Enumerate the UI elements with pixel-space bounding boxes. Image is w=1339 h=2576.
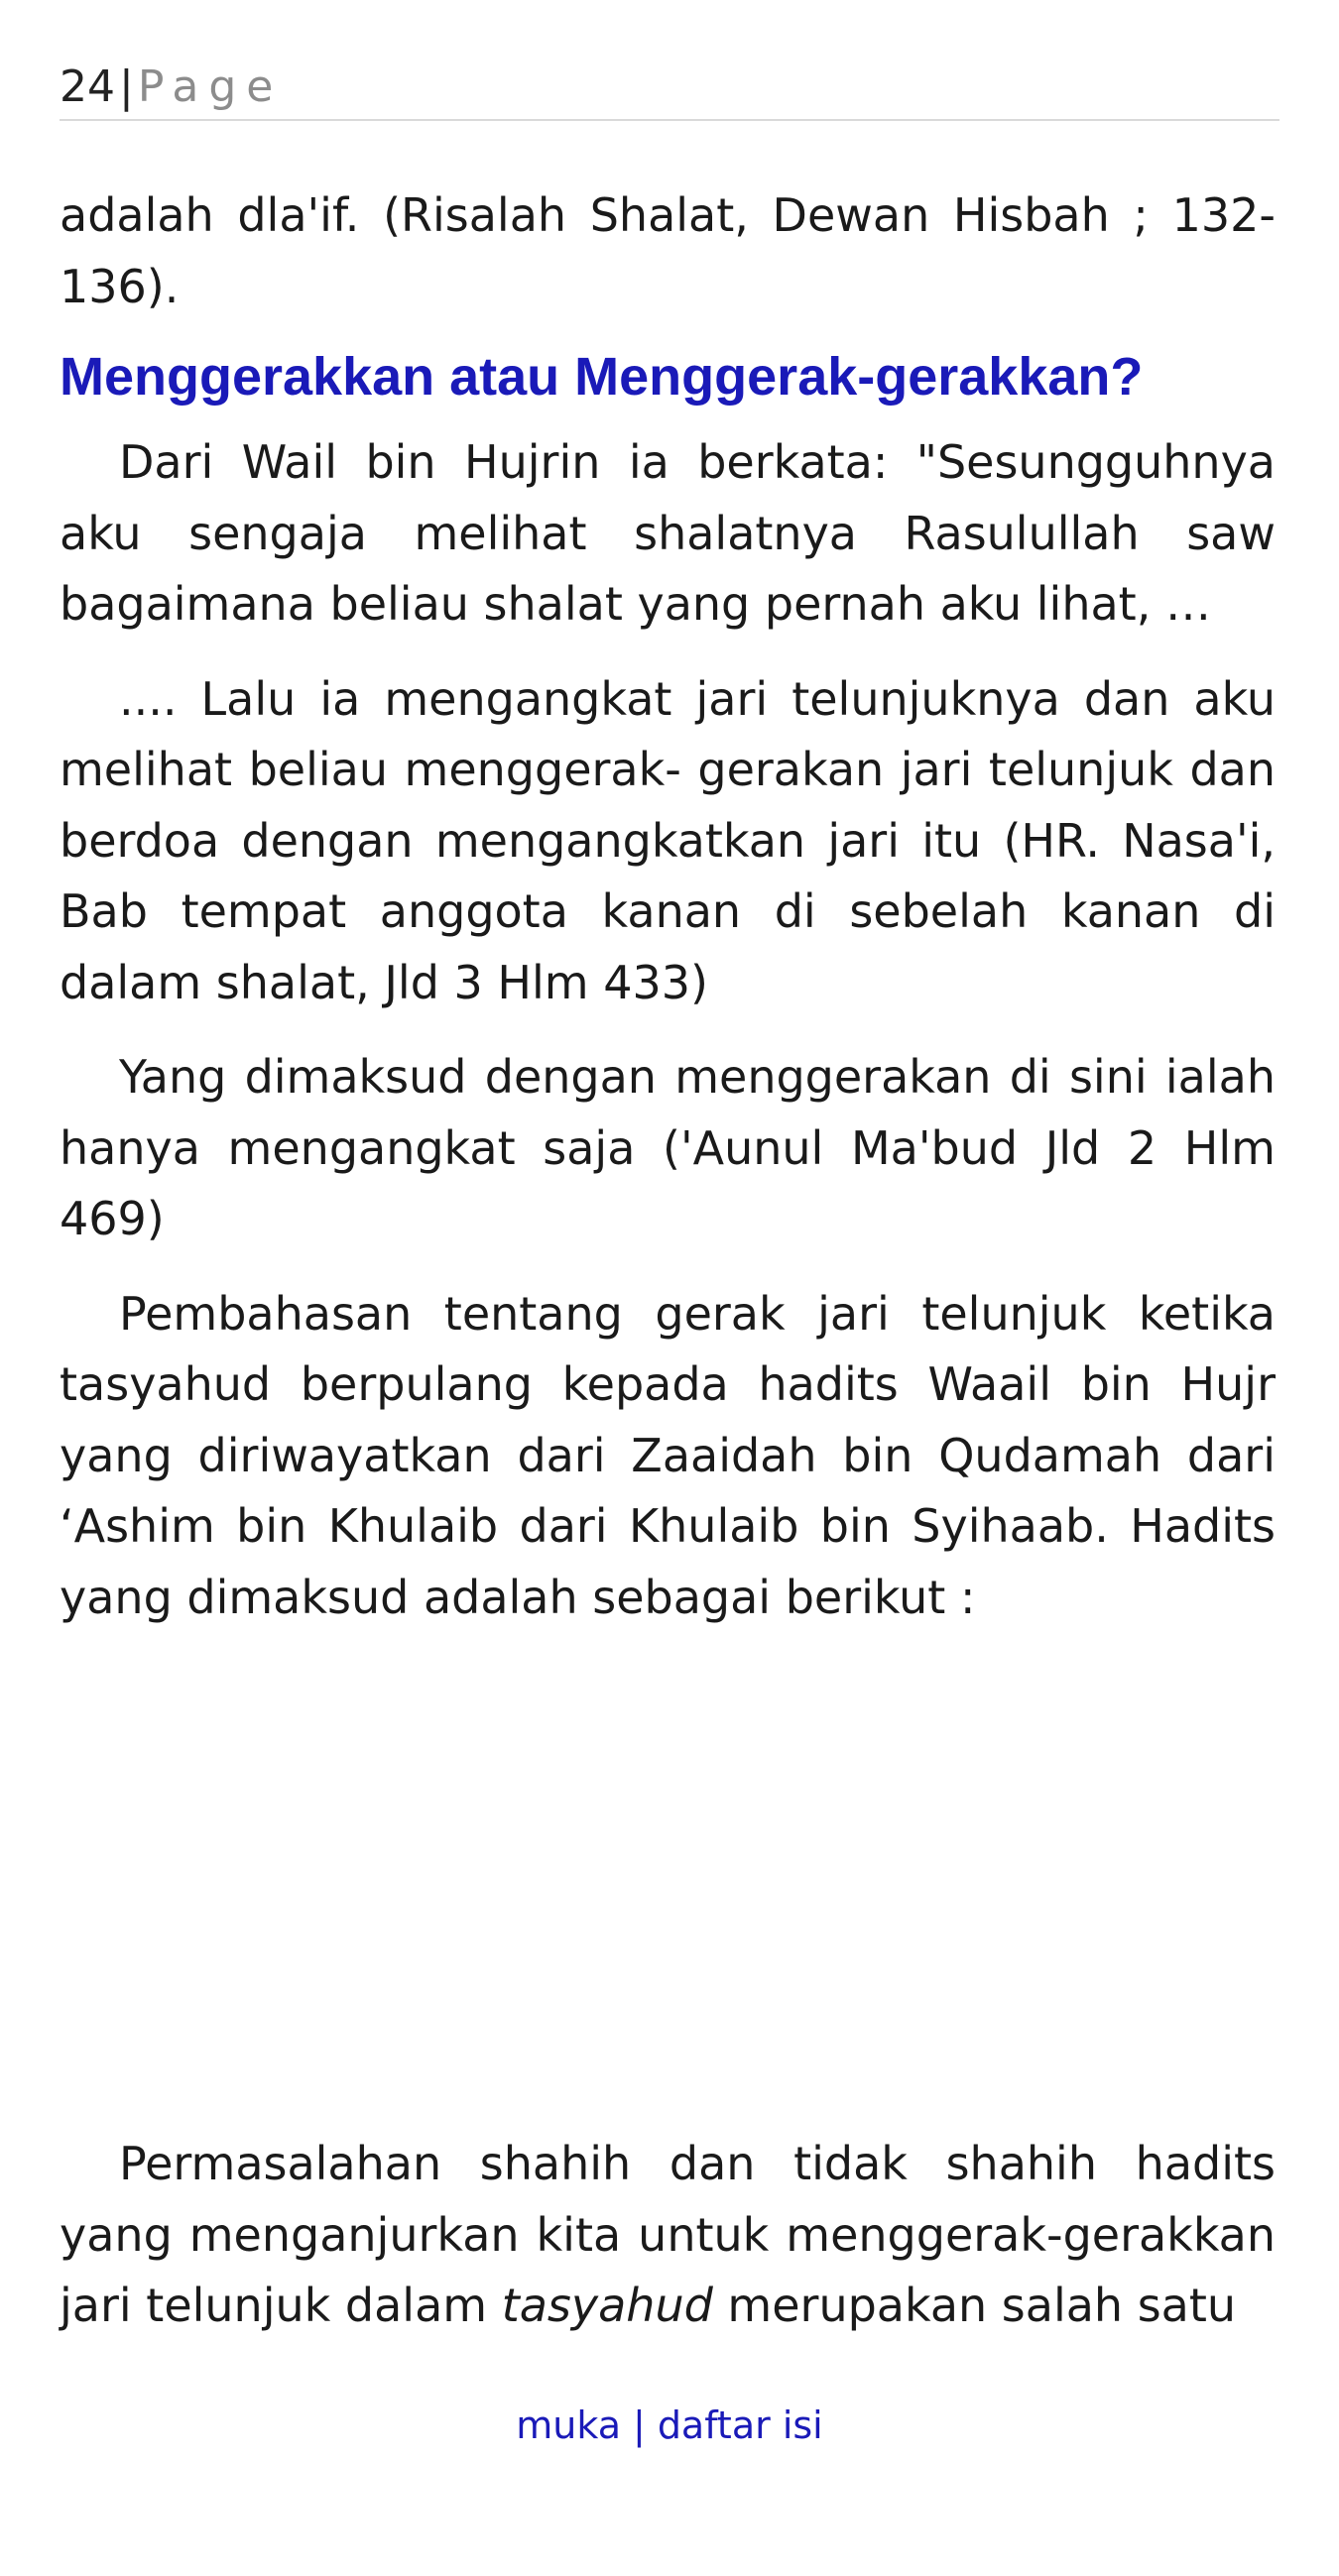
document-body: [60, 180, 1276, 2342]
paragraph-5-text-start: Permasalahan shahih dan tidak shahih hadits yang menganjurkan kita untuk menggerak-gerakkan jari telunjuk dalam: [60, 2137, 1276, 2332]
header-separator: |: [119, 61, 134, 112]
paragraph-3: Yang dimaksud dengan menggerakan di sini ialah hanya mengangkat saja ('Aunul Ma'bud Jld 2 Hlm 469): [60, 1050, 1276, 1245]
paragraph-4: Pembahasan tentang gerak jari telunjuk ketika tasyahud berpulang kepada hadits Waail bin Hujr yang diriwayatkan dari Zaaidah bin Qudamah dari ‘Ashim bin Khulaib dari Khulaib bin Syihaab. Hadits yang dimaksud adalah sebagai berikut :: [60, 1286, 1276, 1624]
paragraph-5-text-end: merupakan salah satu: [712, 2279, 1237, 2332]
blank-space: [60, 1633, 1276, 2129]
page-number: 24: [60, 61, 115, 112]
intro-paragraph: adalah dla'if. (Risalah Shalat, Dewan Hisbah ; 132-136).: [60, 188, 1276, 313]
page-header: [60, 58, 1279, 121]
section-heading: Menggerakkan atau Menggerak-gerakkan?: [60, 347, 1144, 407]
table-of-contents-link[interactable]: daftar isi: [657, 2403, 823, 2447]
paragraph-5: [60, 2129, 1276, 2342]
paragraph-2: .... Lalu ia mengangkat jari telunjuknya dan aku melihat beliau menggerak- gerakan jari telunjuk dan berdoa dengan mengangkatkan jari itu (HR. Nasa'i, Bab tempat anggota kanan di sebelah kanan di dalam shalat, Jld 3 Hlm 433): [60, 671, 1276, 1009]
home-link[interactable]: muka: [516, 2403, 621, 2447]
page-footer: [0, 2398, 1339, 2453]
paragraph-1: Dari Wail bin Hujrin ia berkata: "Sesungguhnya aku sengaja melihat shalatnya Rasulullah saw bagaimana beliau shalat yang pernah aku lihat, …: [60, 435, 1276, 631]
footer-separator: |: [633, 2403, 646, 2447]
paragraph-5-italic-term: tasyahud: [501, 2279, 713, 2332]
page-label: Page: [137, 61, 284, 112]
